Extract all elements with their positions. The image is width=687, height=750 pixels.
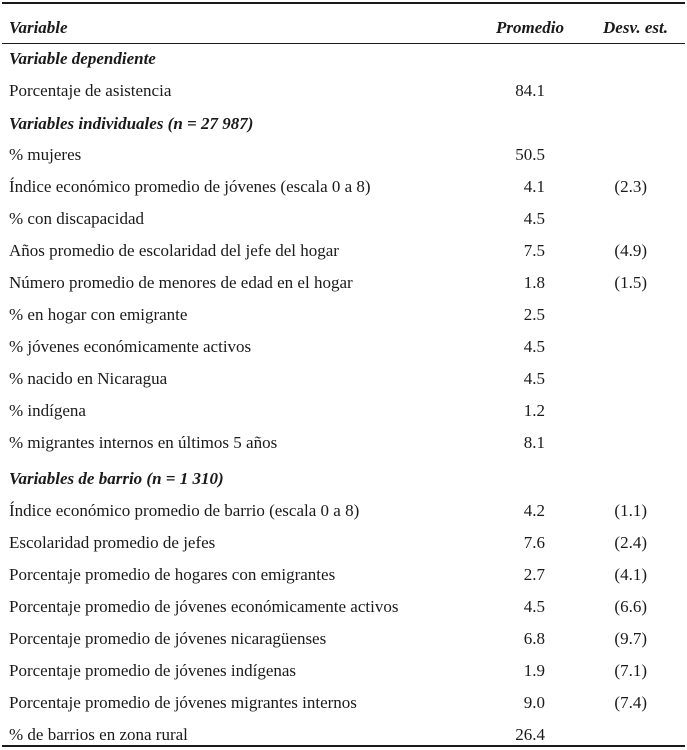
row-label: Años promedio de escolaridad del jefe del hogar bbox=[9, 241, 339, 260]
row-label: % migrantes internos en últimos 5 años bbox=[9, 433, 278, 452]
section-header-row bbox=[0, 464, 685, 494]
row-label: Porcentaje de asistencia bbox=[9, 81, 172, 100]
row-sd: (6.6) bbox=[614, 597, 647, 616]
section-header-row bbox=[0, 109, 685, 139]
row-mean: 2.5 bbox=[523, 305, 545, 324]
table-top-rule bbox=[2, 2, 685, 4]
section-header-row bbox=[0, 44, 685, 74]
row-label: Porcentaje promedio de jóvenes migrantes internos bbox=[9, 693, 357, 712]
row-sd: (1.1) bbox=[614, 501, 647, 520]
row-label: % mujeres bbox=[9, 145, 82, 164]
header-variable: Variable bbox=[9, 18, 68, 37]
row-label: Escolaridad promedio de jefes bbox=[9, 533, 216, 552]
row-sd: (1.5) bbox=[614, 273, 647, 292]
row-sd: (4.1) bbox=[614, 565, 647, 584]
row-label: Porcentaje promedio de jóvenes indígenas bbox=[9, 661, 297, 680]
table-row bbox=[0, 528, 685, 558]
row-mean: 6.8 bbox=[523, 629, 545, 648]
row-mean: 8.1 bbox=[523, 433, 545, 452]
row-sd: (2.3) bbox=[614, 177, 647, 196]
row-mean: 4.5 bbox=[523, 597, 545, 616]
row-label: Índice económico promedio de jóvenes (escala 0 a 8) bbox=[9, 177, 371, 196]
row-label: % jóvenes económicamente activos bbox=[9, 337, 252, 356]
table-row bbox=[0, 172, 685, 202]
row-mean: 84.1 bbox=[515, 81, 545, 100]
row-label: % en hogar con emigrante bbox=[9, 305, 188, 324]
table-row bbox=[0, 656, 685, 686]
table-row bbox=[0, 496, 685, 526]
row-label: Porcentaje promedio de jóvenes económicamente activos bbox=[9, 597, 399, 616]
table-row bbox=[0, 396, 685, 426]
row-label: % nacido en Nicaragua bbox=[9, 369, 168, 388]
table-row bbox=[0, 592, 685, 622]
row-mean: 1.9 bbox=[523, 661, 545, 680]
row-mean: 1.2 bbox=[523, 401, 545, 420]
row-mean: 50.5 bbox=[515, 145, 545, 164]
table-row bbox=[0, 364, 685, 394]
table-row bbox=[0, 560, 685, 590]
table-row bbox=[0, 428, 685, 458]
row-mean: 7.6 bbox=[523, 533, 545, 552]
header-mean: Promedio bbox=[496, 18, 564, 37]
table-row bbox=[0, 140, 685, 170]
row-mean: 26.4 bbox=[515, 725, 545, 744]
table-row bbox=[0, 268, 685, 298]
table-bottom-rule bbox=[2, 745, 685, 747]
table-row bbox=[0, 332, 685, 362]
row-label: Porcentaje promedio de hogares con emigrantes bbox=[9, 565, 336, 584]
row-sd: (9.7) bbox=[614, 629, 647, 648]
section-label: Variables individuales (n = 27 987) bbox=[9, 114, 254, 133]
table-header bbox=[0, 13, 685, 43]
row-sd: (4.9) bbox=[614, 241, 647, 260]
header-sd: Desv. est. bbox=[603, 18, 668, 37]
row-mean: 4.1 bbox=[523, 177, 545, 196]
row-label: % de barrios en zona rural bbox=[9, 725, 188, 744]
row-mean: 1.8 bbox=[523, 273, 545, 292]
row-label: % indígena bbox=[9, 401, 86, 420]
row-mean: 2.7 bbox=[523, 565, 545, 584]
table-row bbox=[0, 204, 685, 234]
section-label: Variables de barrio (n = 1 310) bbox=[9, 469, 224, 488]
row-mean: 4.2 bbox=[523, 501, 545, 520]
row-sd: (2.4) bbox=[614, 533, 647, 552]
row-mean: 4.5 bbox=[523, 337, 545, 356]
row-label: Porcentaje promedio de jóvenes nicaragüenses bbox=[9, 629, 327, 648]
row-sd: (7.4) bbox=[614, 693, 647, 712]
section-label: Variable dependiente bbox=[9, 49, 156, 68]
row-label: Índice económico promedio de barrio (escala 0 a 8) bbox=[9, 501, 360, 520]
table-row bbox=[0, 76, 685, 106]
table-row bbox=[0, 300, 685, 330]
table-row bbox=[0, 236, 685, 266]
row-label: % con discapacidad bbox=[9, 209, 144, 228]
row-mean: 4.5 bbox=[523, 209, 545, 228]
row-mean: 4.5 bbox=[523, 369, 545, 388]
table-row bbox=[0, 624, 685, 654]
row-mean: 9.0 bbox=[523, 693, 545, 712]
row-mean: 7.5 bbox=[523, 241, 545, 260]
table-row bbox=[0, 688, 685, 718]
row-sd: (7.1) bbox=[614, 661, 647, 680]
row-label: Número promedio de menores de edad en el hogar bbox=[9, 273, 353, 292]
